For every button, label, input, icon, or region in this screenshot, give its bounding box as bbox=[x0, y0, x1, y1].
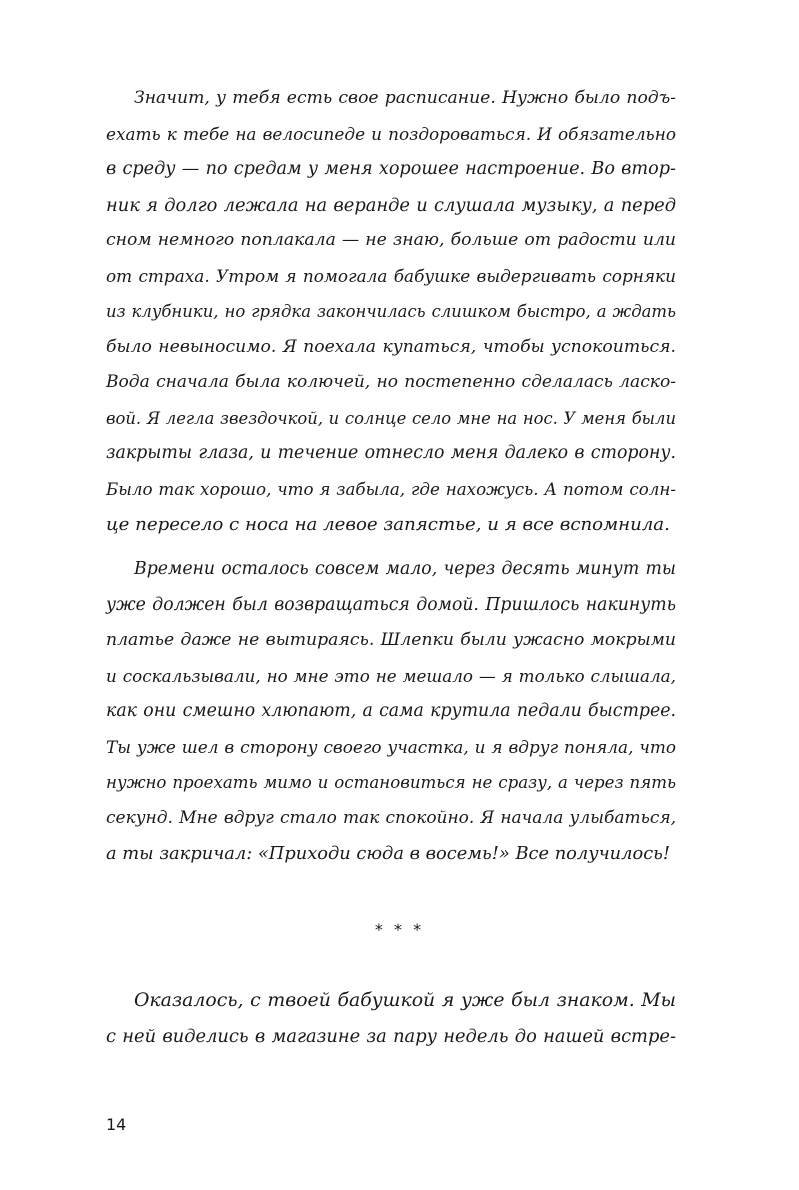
text-line: ник я долго лежала на веранде и слушала музыку, а перед bbox=[106, 194, 676, 216]
text-line: в среду — по средам у меня хорошее настроение. Во втор- bbox=[106, 159, 676, 179]
text-line: Вода сначала была колючей, но постепенно сделалась ласко- bbox=[106, 372, 676, 392]
text-line: с ней виделись в магазине за пару недель до нашей встре- bbox=[106, 1025, 676, 1047]
text-line: Значит, у тебя есть свое расписание. Нужно было подъ- bbox=[134, 88, 676, 108]
text-line: как они смешно хлюпают, а сама крутила педали быстрее. bbox=[106, 701, 676, 721]
text-line: уже должен был возвращаться домой. Пришлось накинуть bbox=[106, 594, 676, 615]
text-line: секунд. Мне вдруг стало так спокойно. Я начала улыбаться, bbox=[106, 807, 676, 828]
page-number: 14 bbox=[106, 1115, 127, 1134]
paragraph-3 bbox=[106, 983, 676, 1054]
section-separator: * * * bbox=[374, 920, 425, 939]
text-line: платье даже не вытираясь. Шлепки были ужасно мокрыми bbox=[106, 630, 676, 650]
text-line: из клубники, но грядка закончилась слишком быстро, а ждать bbox=[106, 302, 676, 321]
text-line: от страха. Утром я помогала бабушке выдергивать сорняки bbox=[106, 265, 676, 286]
text-line: сном немного поплакала — не знаю, больше от радости или bbox=[106, 230, 676, 250]
text-line: Было так хорошо, что я забыла, где нахожусь. А потом солн- bbox=[106, 479, 676, 499]
text-line: Времени осталось совсем мало, через десять минут ты bbox=[134, 559, 676, 579]
text-line: а ты закричал: «Приходи сюда в восемь!» Все получилось! bbox=[106, 843, 671, 864]
text-line: было невыносимо. Я поехала купаться, чтобы успокоиться. bbox=[106, 336, 676, 357]
text-line: и соскальзывали, но мне это не мешало — я только слышала, bbox=[106, 665, 676, 686]
text-line: закрыты глаза, и течение отнесло меня далеко в сторону. bbox=[106, 443, 676, 463]
paragraph-2 bbox=[106, 552, 676, 872]
text-line: ехать к тебе на велосипеде и поздороваться. И обязательно bbox=[106, 123, 676, 144]
text-line: вой. Я легла звездочкой, и солнце село мне на нос. У меня были bbox=[106, 408, 676, 428]
text-line: Ты уже шел в сторону своего участка, и я вдруг поняла, что bbox=[106, 736, 676, 757]
paragraph-1 bbox=[106, 81, 676, 543]
text-line: Оказалось, с твоей бабушкой я уже был знаком. Мы bbox=[134, 990, 676, 1011]
text-line: це пересело с носа на левое запястье, и я все вспомнила. bbox=[106, 514, 670, 535]
text-line: нужно проехать мимо и остановиться не сразу, а через пять bbox=[106, 773, 676, 792]
